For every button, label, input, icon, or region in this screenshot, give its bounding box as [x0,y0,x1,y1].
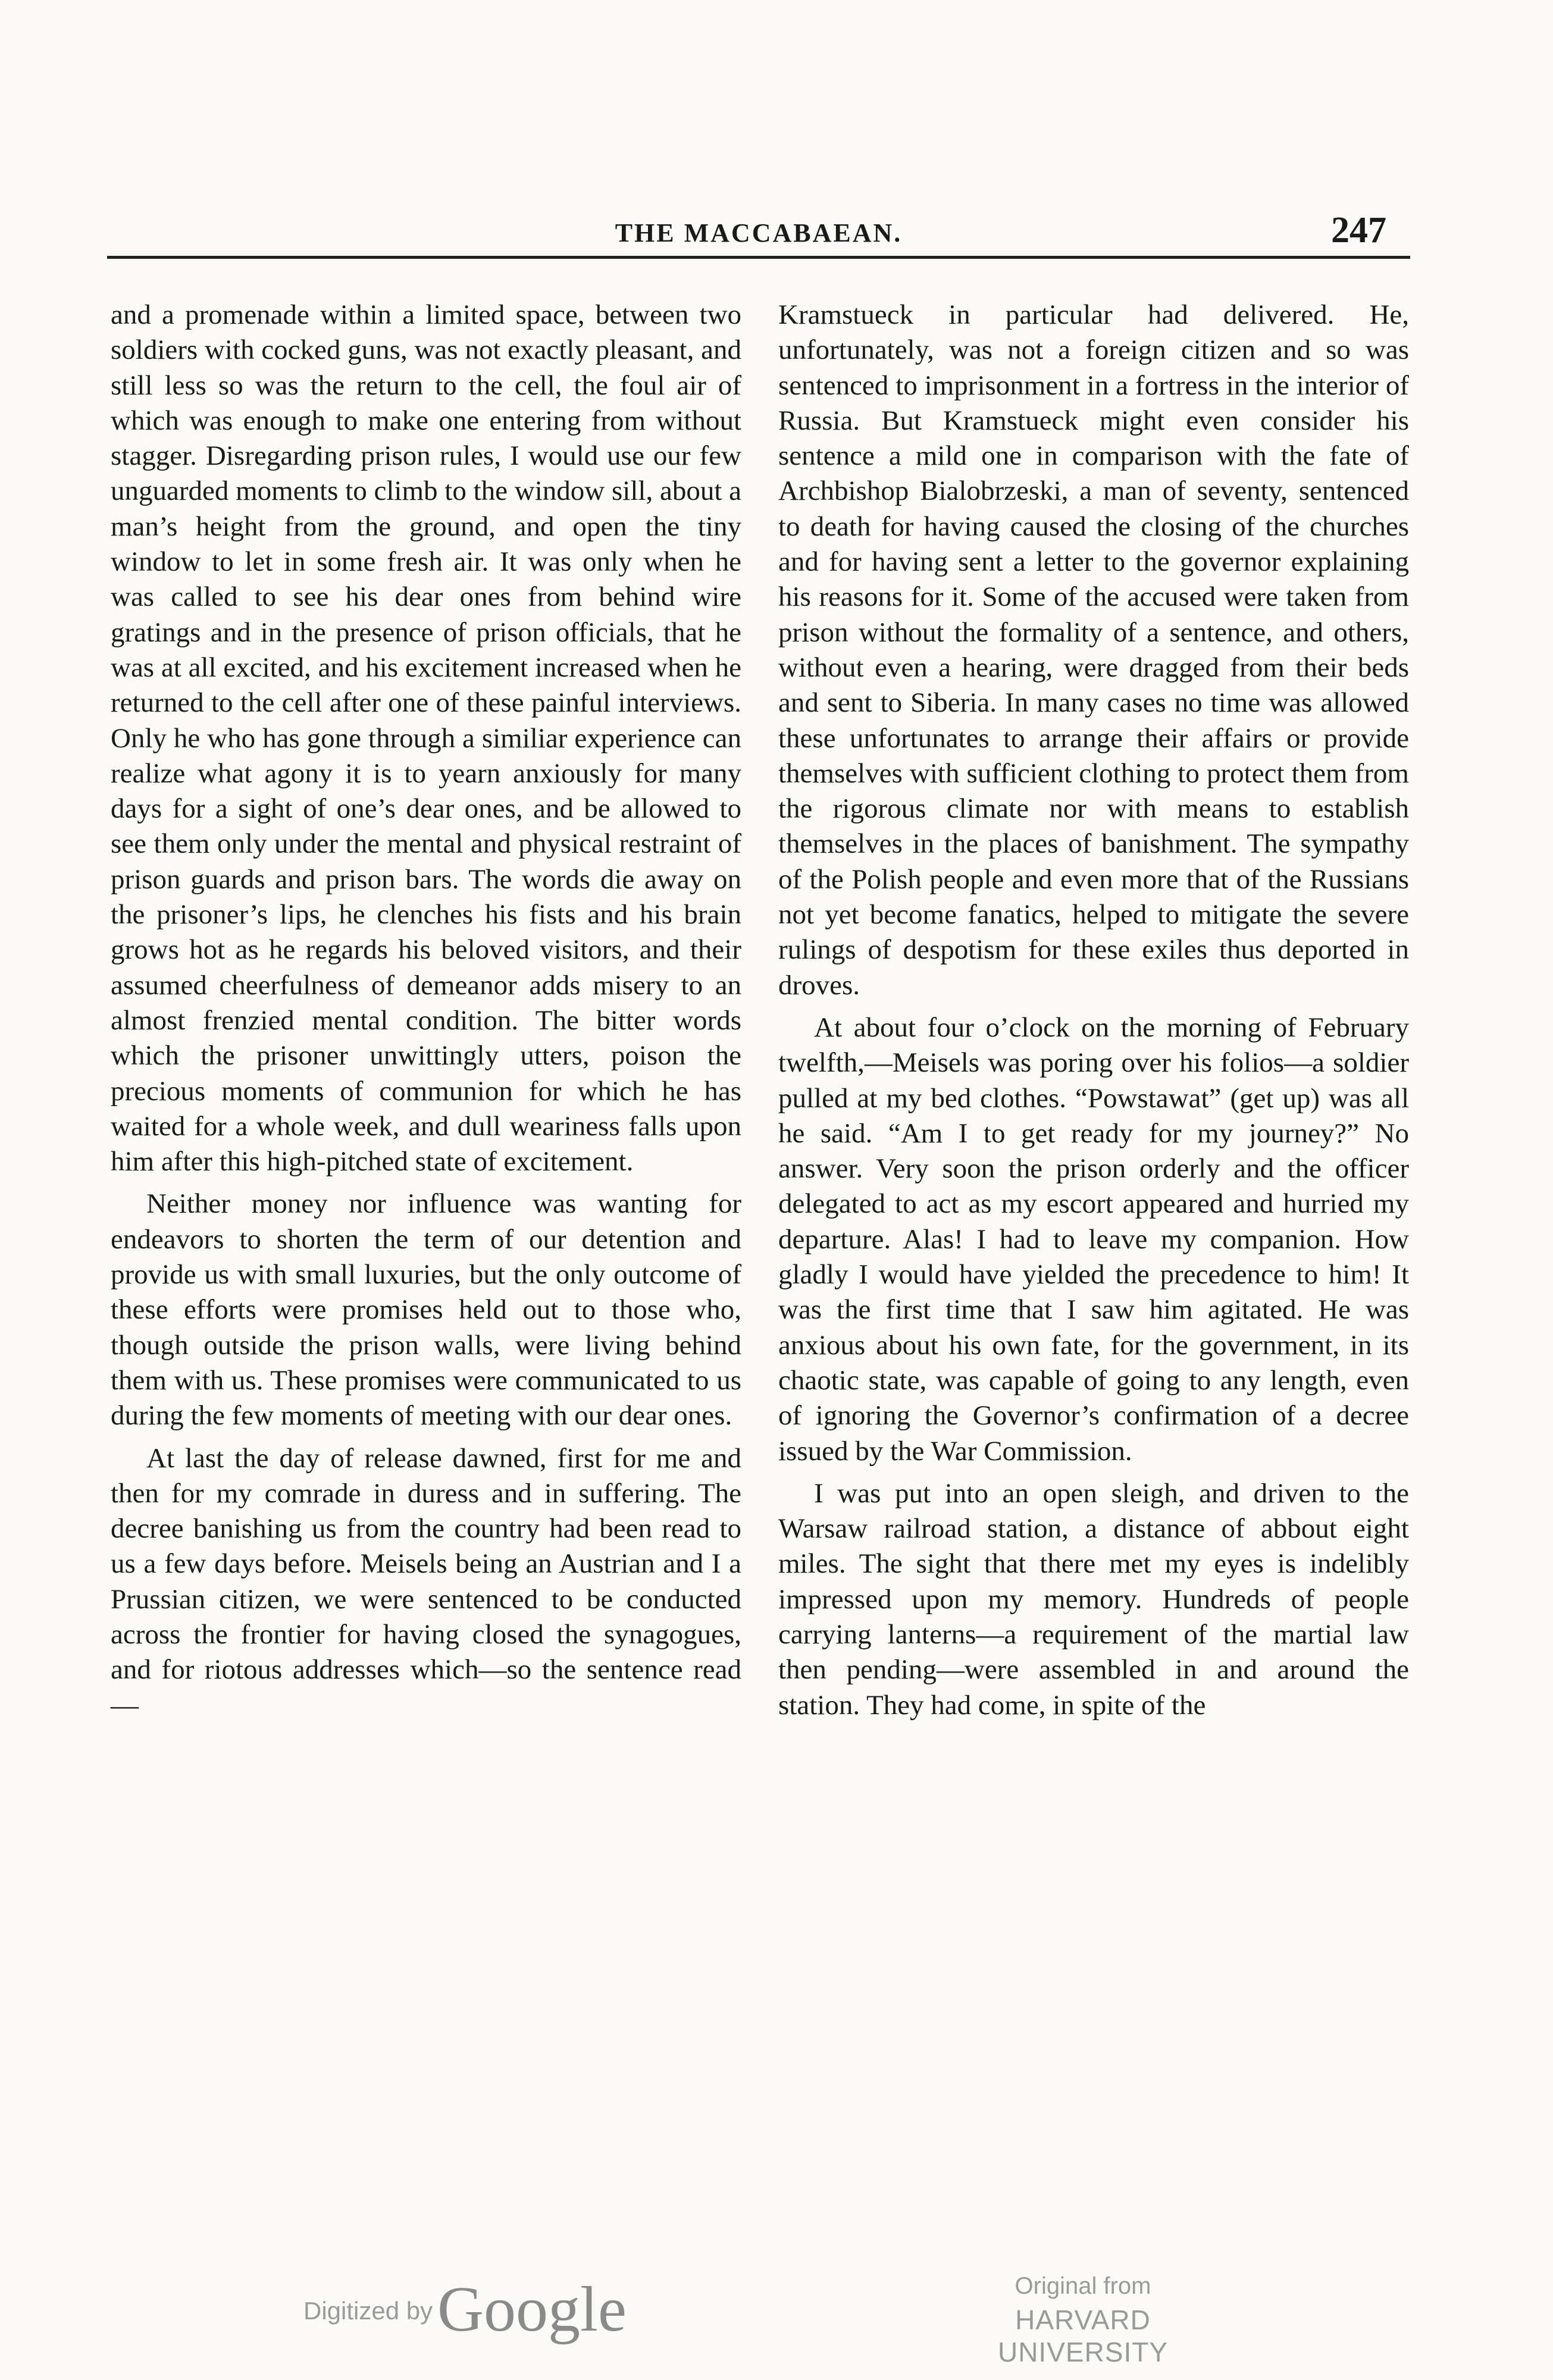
right-column [778,298,1409,1723]
running-title: THE MACCABAEAN. [615,218,903,248]
paragraph: At last the day of release dawned, first for me and then for my comrade in duress and in suffering. The decree banishing us from the country had been read to us a few days before. Meisels being an Austrian and I a Prussian citizen, we were sentenced to be conducted across the frontier for having closed the synagogues, and for riotous addresses which—so the sentence read— [111,1442,741,1721]
institution-name: HARVARD UNIVERSITY [997,2304,1169,2368]
page-number: 247 [1331,210,1386,250]
google-logo: Google [437,2274,627,2345]
paragraph: I was put into an open sleigh, and driven to the Warsaw railroad station, a distance of abbout eight miles. The sight that there met my eyes is indelibly impressed upon my memory. Hundreds of people carrying lanterns—a requirement of the martial law then pending—were assembled in and around the station. They had come, in spite of the [778,1477,1409,1721]
original-from-label: Original from [1015,2273,1151,2299]
paragraph: and a promenade within a limited space, between two soldiers with cocked guns, was not exactly pleasant, and still less so was the return to the cell, the foul air of which was enough to make one entering from without stagger. Disregarding prison rules, I would use our few unguarded moments to climb to the window sill, about a man’s height from the ground, and open the tiny window to let in some fresh air. It was only when he was called to see his dear ones from behind wire gratings and in the presence of prison officials, that he was at all excited, and his excitement increased when he returned to the cell after one of these painful interviews. Only he who has gone through a similiar experience can realize what agony it is to yearn anxiously for many days for a sight of one’s dear ones, and be allowed to see them only under the mental and physical restraint of prison guards and prison bars. The words die away on the prisoner’s lips, he clenches his fists and his brain grows hot as he regards his beloved visitors, and their assumed cheerfulness of demeanor adds misery to an almost frenzied mental condition. The bitter words which the prisoner unwittingly utters, poison the precious moments of communion for which he has waited for a whole week, and dull weariness falls upon him after this high-pitched state of excitement. [111,299,741,1178]
digitized-by-label: Digitized by [303,2297,433,2325]
left-column [111,298,741,1723]
paragraph: At about four o’clock on the morning of February twelfth,—Meisels was poring over his folios—a soldier pulled at my bed clothes. “Powstawat” (get up) was all he said. “Am I to get ready for my journey?” No answer. Very soon the prison orderly and the officer delegated to act as my escort appeared and hurried my departure. Alas! I had to leave my companion. How gladly I would have yielded the precedence to him! It was the first time that I saw him agitated. He was anxious about his own fate, for the government, in its chaotic state, was capable of going to any length, even of ignoring the Governor’s confirmation of a decree issued by the War Commission. [778,1012,1409,1467]
page-header [107,210,1410,259]
paragraph: Neither money nor influence was wanting for endeavors to shorten the term of our detention and provide us with small luxuries, but the only outcome of these efforts were promises held out to those who, though outside the prison walls, were living behind them with us. These promises were communicated to us during the few moments of meeting with our dear ones. [111,1188,741,1432]
paragraph: Kramstueck in particular had delivered. He, unfortunately, was not a foreign citizen and so was sentenced to imprisonment in a fortress in the interior of Russia. But Kramstueck might even consider his sentence a mild one in comparison with the fate of Archbishop Bialobrzeski, a man of seventy, sentenced to death for having caused the closing of the churches and for having sent a letter to the governor explaining his reasons for it. Some of the accused were taken from prison without the formality of a sentence, and others, without even a hearing, were dragged from their beds and sent to Siberia. In many cases no time was allowed these unfortunates to arrange their affairs or provide themselves with sufficient clothing to protect them from the rigorous climate nor with means to establish themselves in the places of banishment. The sympathy of the Polish people and even more that of the Russians not yet become fanatics, helped to mitigate the severe rulings of despotism for these exiles thus deported in droves. [778,299,1409,1001]
